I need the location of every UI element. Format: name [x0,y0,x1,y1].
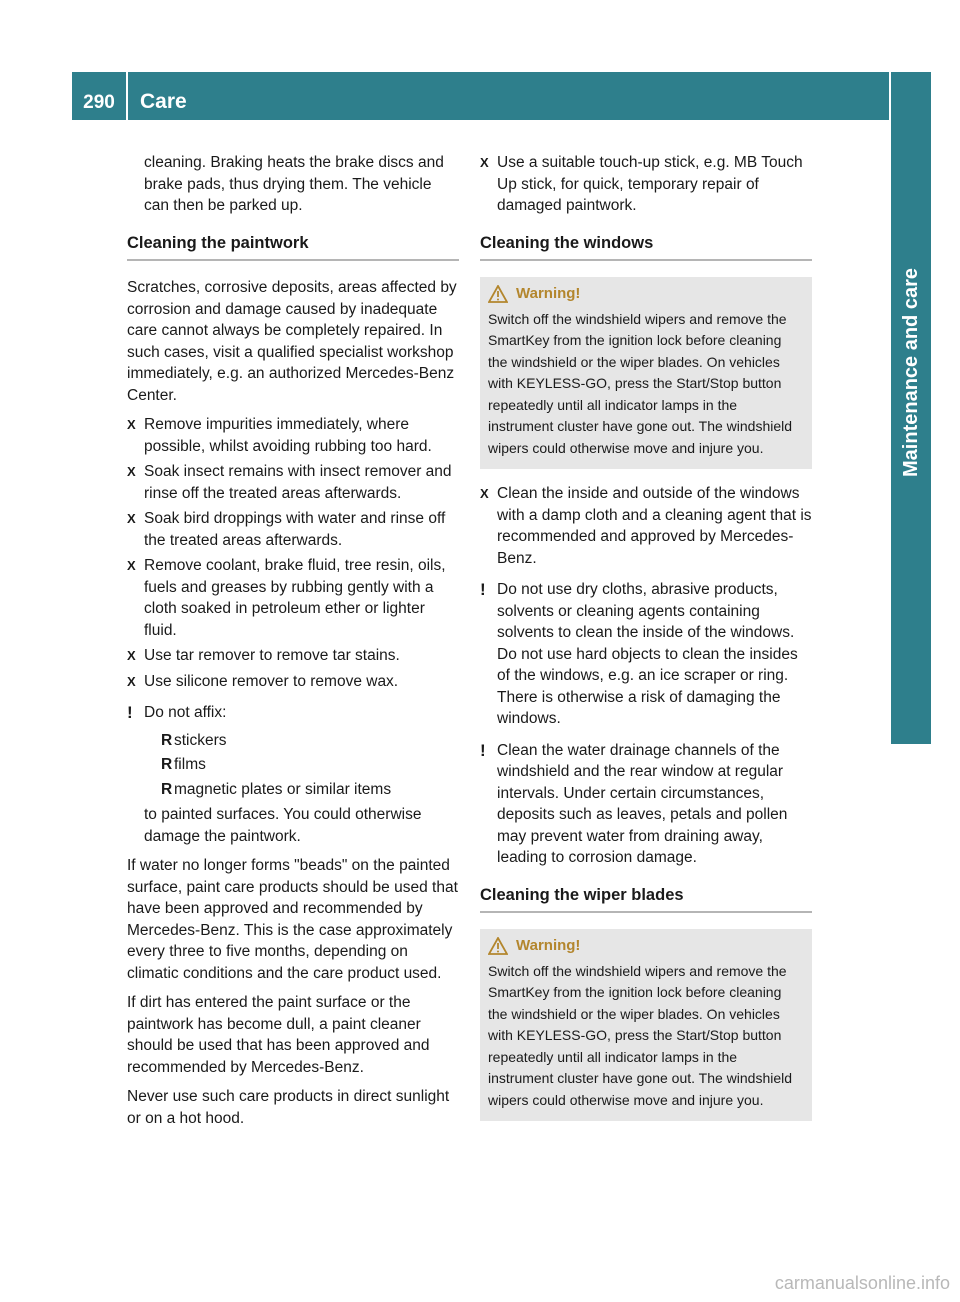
paragraph: If water no longer forms "beads" on the painted surface, paint care products should be used that have been approved and recommended by Mercedes-Benz. This is the case approximately every three to five months, depending on climatic conditions and the care product used. [127,857,458,982]
step-arrow-icon: X [127,511,136,526]
side-tab-label: Maintenance and care [899,267,922,477]
note-outro: to painted surfaces. You could otherwise damage the paintwork. [144,806,422,845]
watermark: carmanualsonline.info [774,1273,950,1293]
list-item [161,730,459,752]
list-item-text: stickers [174,731,227,749]
step-text: Remove impurities immediately, where possible, whilst avoiding rubbing too hard. [144,416,432,455]
step-item [480,152,812,217]
step-arrow-icon: X [127,673,136,689]
list-item [161,754,459,776]
list-item-text: films [174,756,206,773]
section-title: Care [140,90,187,113]
warning-box [480,929,812,1121]
step-text: Remove coolant, brake fluid, tree resin, oils, fuels and greases by rubbing gently with a cloth soaked in petroleum ether or lighter fluid. [144,557,446,639]
warning-box [480,277,812,469]
step-item [127,671,459,693]
paragraph: If dirt has entered the paint surface or the paintwork has become dull, a paint cleaner should be used that has been approved and recommended by Mercedes-Benz. [127,994,430,1076]
bullet-icon: R [161,731,173,749]
step-text: Soak insect remains with insect remover and rinse off the treated areas afterwards. [144,463,452,502]
left-column [127,152,459,1137]
step-text: Use tar remover to remove tar stains. [144,647,400,664]
caution-icon: ! [480,740,486,760]
note-text: Do not use dry cloths, abrasive products, solvents or cleaning agents containing solvents to clean the inside of the windows. Do not use hard objects to clean the insides of the windows, e.g. an ice scraper or ring. There is otherwise a risk of damaging the windows. [497,581,798,727]
list-item-text: magnetic plates or similar items [174,780,392,798]
bullet-icon: R [161,756,173,773]
right-column [480,152,812,1135]
step-arrow-icon: X [127,558,136,573]
step-item [127,461,459,504]
step-arrow-icon: X [127,464,136,479]
page-number: 290 [83,92,115,113]
note-list [161,730,459,801]
caution-note [480,740,812,869]
step-arrow-icon: X [480,155,489,170]
paragraph: Never use such care products in direct sunlight or on a hot hood. [127,1088,450,1127]
note-intro: Do not affix: [144,704,227,721]
warning-text: Switch off the windshield wipers and remove the SmartKey from the ignition lock before cleaning the windshield or the wiper blades. On vehicles with KEYLESS-GO, press the Start/Stop button repeatedly until all indicator lamps in the instrument cluster have gone out. The windshield wipers could otherwise move and injure you. [488,962,793,1108]
windows-heading: Cleaning the windows [480,233,812,262]
caution-note [127,702,459,847]
step-arrow-icon: X [480,486,489,501]
wiper-heading: Cleaning the wiper blades [480,885,812,914]
warning-triangle-icon [488,937,508,955]
warning-title-row [488,935,804,957]
step-item [127,414,459,457]
step-arrow-icon: X [127,417,136,432]
bullet-icon: R [161,780,173,798]
step-text: Use silicone remover to remove wax. [144,672,399,690]
paintwork-intro: Scratches, corrosive deposits, areas affected by corrosion and damage caused by inadequate care cannot always be completely repaired. In such cases, visit a qualified specialist workshop immediately, e.g. an authorized Mercedes-Benz Center. [127,279,457,404]
step-text: Use a suitable touch-up stick, e.g. MB Touch Up stick, for quick, temporary repair of damaged paintwork. [497,154,803,214]
caution-icon: ! [127,703,133,722]
step-item [127,508,459,551]
warning-triangle-icon [488,285,508,303]
paintwork-heading: Cleaning the paintwork [127,233,459,262]
list-item [161,779,459,801]
warning-title: Warning! [516,937,581,954]
step-item [127,555,459,641]
step-text: Clean the inside and outside of the windows with a damp cloth and a cleaning agent that is recommended and approved by Mercedes-Benz. [497,485,812,567]
note-text: Clean the water drainage channels of the windshield and the rear window at regular intervals. Under certain circumstances, deposits such as leaves, petals and pollen may prevent water from draining away, leading to corrosion damage. [497,741,788,866]
header-divider [126,72,128,120]
step-item [127,645,459,667]
intro-text: cleaning. Braking heats the brake discs and brake pads, thus drying them. The vehicle can then be parked up. [144,154,444,214]
step-text: Soak bird droppings with water and rinse off the treated areas afterwards. [144,510,446,549]
page-header [72,72,889,120]
step-item [480,483,812,569]
step-arrow-icon: X [127,648,136,663]
warning-title: Warning! [516,285,581,302]
warning-text: Switch off the windshield wipers and remove the SmartKey from the ignition lock before cleaning the windshield or the wiper blades. On vehicles with KEYLESS-GO, press the Start/Stop button repeatedly until all indicator lamps in the instrument cluster have gone out. The windshield wipers could otherwise move and injure you. [488,310,793,456]
caution-icon: ! [480,580,486,599]
caution-note [480,579,812,730]
warning-title-row [488,283,804,305]
side-tab-label-wrap [891,72,931,672]
